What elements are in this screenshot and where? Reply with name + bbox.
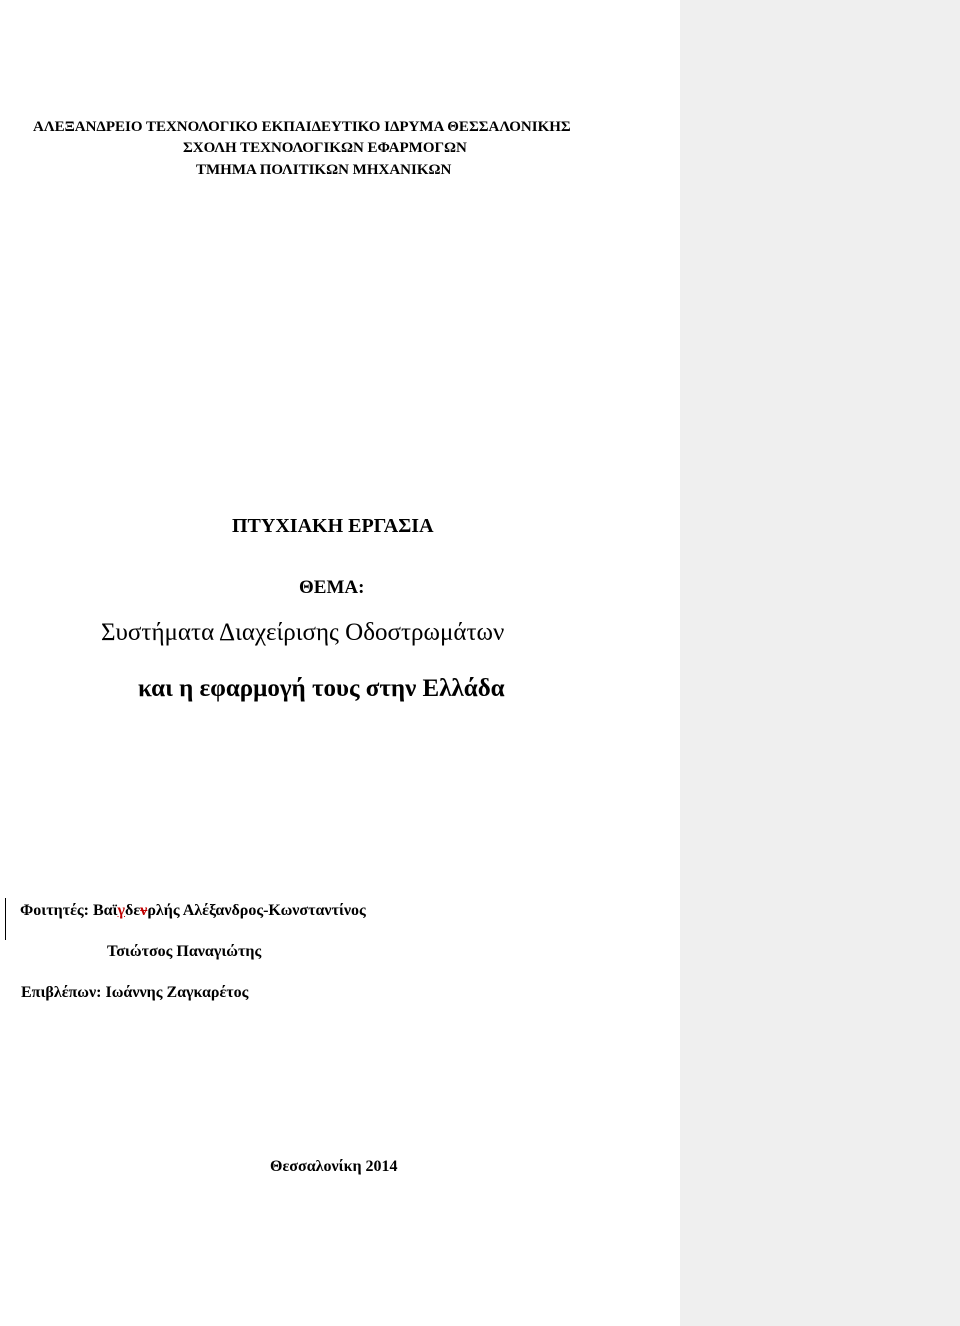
place-and-year: Θεσσαλονίκη 2014 xyxy=(270,1158,398,1175)
tracked-deletion[interactable]: ν xyxy=(140,902,148,919)
institution-name: ΑΛΕΞΑΝΔΡΕΙΟ ΤΕΧΝΟΛΟΓΙΚΟ ΕΚΠΑΙΔΕΥΤΙΚΟ ΙΔΡΥΜΑ ΘΕΣΣΑΛΟΝΙΚΗΣ xyxy=(33,119,571,135)
student-1-name-part: δε xyxy=(125,902,141,919)
tracked-insertion[interactable]: γ xyxy=(117,902,126,919)
subject-line-2: και η εφαρμογή τους στην Ελλάδα xyxy=(138,675,505,702)
department-name: ΤΜΗΜΑ ΠΟΛΙΤΙΚΩΝ ΜΗΧΑΝΙΚΩΝ xyxy=(196,162,452,178)
school-name: ΣΧΟΛΗ ΤΕΧΝΟΛΟΓΙΚΩΝ ΕΦΑΡΜΟΓΩΝ xyxy=(183,140,467,156)
subject-line-1: Συστήματα Διαχείρισης Οδοστρωμάτων xyxy=(101,619,505,646)
document-type-label: ΠΤΥΧΙΑΚΗ ΕΡΓΑΣΙΑ xyxy=(232,515,434,537)
supervisor-name: Ιωάννης Ζαγκαρέτος xyxy=(105,984,249,1001)
student-1-name-part: ρλής Αλέξανδρος-Κωνσταντίνος xyxy=(147,902,366,919)
students-label: Φοιτητές: xyxy=(20,902,89,919)
student-2-name: Τσιώτσος Παναγιώτης xyxy=(107,943,262,960)
student-1-name-part: Βαϊ xyxy=(92,902,118,919)
comments-margin-pane xyxy=(680,0,960,1326)
students-line[interactable] xyxy=(20,903,366,919)
theme-label: ΘΕΜΑ: xyxy=(299,577,365,598)
supervisor-line xyxy=(21,985,248,1001)
student-1-name[interactable] xyxy=(93,902,366,919)
supervisor-label: Επιβλέπων: xyxy=(21,984,102,1001)
revision-change-bar xyxy=(5,898,6,940)
